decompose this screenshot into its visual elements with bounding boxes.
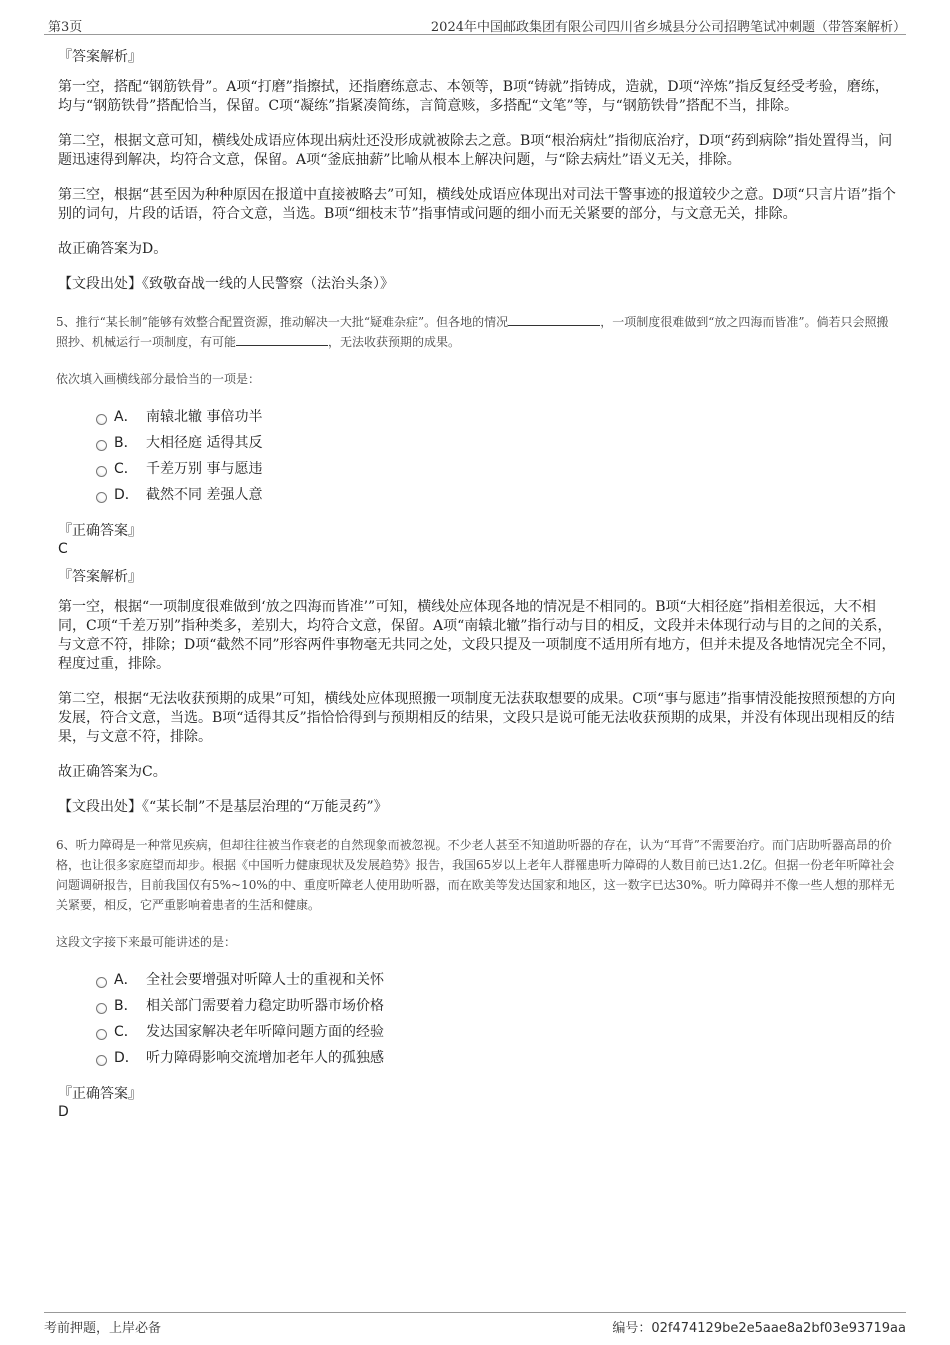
option-text: 听力障碍影响交流增加老年人的孤独感 <box>146 1050 384 1066</box>
document-title: 2024年中国邮政集团有限公司四川省乡城县分公司招聘笔试冲刺题（带答案解析） <box>430 20 906 35</box>
radio-button[interactable] <box>96 1029 107 1040</box>
page-number: 第3页 <box>48 20 83 35</box>
option-c[interactable] <box>96 456 898 482</box>
conclusion: 故正确答案为D。 <box>58 241 168 257</box>
analysis-paragraph: 第二空，根据“无法收获预期的成果”可知，横线处应体现照搬一项制度无法获取想要的成果。C项“事与愿违”指事情没能按照预想的方向发展，符合文意，当选。B项“适得其反”指恰恰得到与预期相反的结果，文段只是说可能无法收获预期的成果，并没有体现出现相反的结果，与文意不符，排除。 <box>58 691 896 745</box>
option-letter: A． <box>114 409 138 425</box>
analysis-label: 『答案解析』 <box>58 49 142 65</box>
blank-line <box>236 333 328 346</box>
option-letter: C． <box>114 461 138 477</box>
analysis-paragraph: 第二空，根据文意可知，横线处成语应体现出病灶还没形成就被除去之意。B项“根治病灶”指彻底治疗，D项“药到病除”指处置得当，问题迅速得到解决，均符合文意，保留。A项“釜底抽薪”比喻从根本上解决问题，与“除去病灶”语义无关，排除。 <box>58 133 893 168</box>
option-text: 南辕北辙 事倍功半 <box>146 409 263 425</box>
conclusion: 故正确答案为C。 <box>58 764 167 780</box>
footer-slogan: 考前押题，上岸必备 <box>44 1321 162 1336</box>
option-b[interactable] <box>96 993 898 1019</box>
source-citation: 【文段出处】《“某长制”不是基层治理的“万能灵药”》 <box>58 799 388 815</box>
answer-value: C <box>58 541 68 557</box>
radio-button[interactable] <box>96 466 107 477</box>
question-text-part: ，无法收获预期的成果。 <box>328 335 461 349</box>
option-letter: B． <box>114 998 138 1014</box>
option-letter: C． <box>114 1024 138 1040</box>
answer-label: 『正确答案』 <box>58 523 142 539</box>
radio-button[interactable] <box>96 440 107 451</box>
question-text-part: 5、推行“某长制”能够有效整合配置资源，推动解决一大批“疑难杂症”。但各地的情况 <box>56 315 509 329</box>
document-id: 编号：02f474129be2e5aae8a2bf03e93719aa <box>612 1321 906 1336</box>
radio-button[interactable] <box>96 414 107 425</box>
option-text: 大相径庭 适得其反 <box>146 435 263 451</box>
analysis-paragraph: 第三空，根据“甚至因为种种原因在报道中直接被略去”可知，横线处成语应体现出对司法干警事迹的报道较少之意。D项“只言片语”指个别的词句，片段的话语，符合文意，当选。B项“细枝末节”指事情或问题的细小而无关紧要的部分，与文意无关，排除。 <box>58 187 896 222</box>
question-6-prompt: 这段文字接下来最可能讲述的是： <box>56 935 237 949</box>
source-citation: 【文段出处】《致敬奋战一线的人民警察（法治头条）》 <box>58 276 394 292</box>
analysis-label: 『答案解析』 <box>58 569 142 585</box>
option-text: 相关部门需要着力稳定助听器市场价格 <box>146 998 384 1014</box>
option-c[interactable] <box>96 1019 898 1045</box>
analysis-paragraph: 第一空，根据“一项制度很难做到‘放之四海而皆准’”可知，横线处应体现各地的情况是不相同的。B项“大相径庭”指相差很远，大不相同，C项“千差万别”指种类多，差别大，均符合文意，保留。A项“南辕北辙”指行动与目的相反，文段并未体现行动与目的之间的关系，与文意不符，排除；D项“截然不同”形容两件事物毫无共同之处，文段只提及一项制度不适用所有地方，但并未提及各地情况完全不同，程度过重，排除。 <box>58 599 896 672</box>
option-letter: D． <box>114 1050 139 1066</box>
analysis-paragraph: 第一空，搭配“钢筋铁骨”。A项“打磨”指擦拭，还指磨练意志、本领等，B项“铸就”指铸成，造就，D项“淬炼”指反复经受考验，磨练，均与“钢筋铁骨”搭配恰当，保留。C项“凝练”指紧凑简练，言简意赅，多搭配“文笔”等，与“钢筋铁骨”搭配不当，排除。 <box>58 79 889 114</box>
question-6-text: 6、听力障碍是一种常见疾病，但却往往被当作衰老的自然现象而被忽视。不少老人甚至不知道助听器的存在，认为“耳背”不需要治疗。而门店助听器高昂的价格，也让很多家庭望而却步。根据《中国听力健康现状及发展趋势》报告，我国65岁以上老年人群罹患听力障碍的人数目前已达1.2亿。但据一份老年听障社会问题调研报告，目前我国仅有5%~10%的中、重度听障老人使用助听器，而在欧美等发达国家和地区，这一数字已达30%。听力障碍并不像一些人想的那样无关紧要，相反，它严重影响着患者的生活和健康。 <box>56 838 895 912</box>
radio-button[interactable] <box>96 492 107 503</box>
question-5-prompt: 依次填入画横线部分最恰当的一项是： <box>56 372 261 386</box>
question-5-options <box>96 404 898 508</box>
question-text-part: ，一项制度很难做到“放之四海而皆准”。倘若只会照搬照抄、机械运行一项制度，有可能 <box>56 315 889 349</box>
radio-button[interactable] <box>96 1003 107 1014</box>
option-d[interactable] <box>96 482 898 508</box>
page-footer <box>44 1312 906 1337</box>
page-header <box>44 14 906 35</box>
option-a[interactable] <box>96 404 898 430</box>
option-d[interactable] <box>96 1045 898 1071</box>
blank-line <box>508 313 600 326</box>
option-text: 发达国家解决老年听障问题方面的经验 <box>146 1024 384 1040</box>
option-a[interactable] <box>96 967 898 993</box>
radio-button[interactable] <box>96 977 107 988</box>
answer-label: 『正确答案』 <box>58 1086 142 1102</box>
radio-button[interactable] <box>96 1055 107 1066</box>
answer-value: D <box>58 1104 69 1120</box>
page-content <box>56 48 898 1127</box>
option-letter: B． <box>114 435 138 451</box>
option-text: 千差万别 事与愿违 <box>146 461 263 477</box>
question-6-options <box>96 967 898 1071</box>
option-text: 截然不同 差强人意 <box>146 487 263 503</box>
option-letter: D． <box>114 487 139 503</box>
option-text: 全社会要增强对听障人士的重视和关怀 <box>146 972 384 988</box>
option-b[interactable] <box>96 430 898 456</box>
option-letter: A． <box>114 972 138 988</box>
question-5-text <box>56 312 898 352</box>
